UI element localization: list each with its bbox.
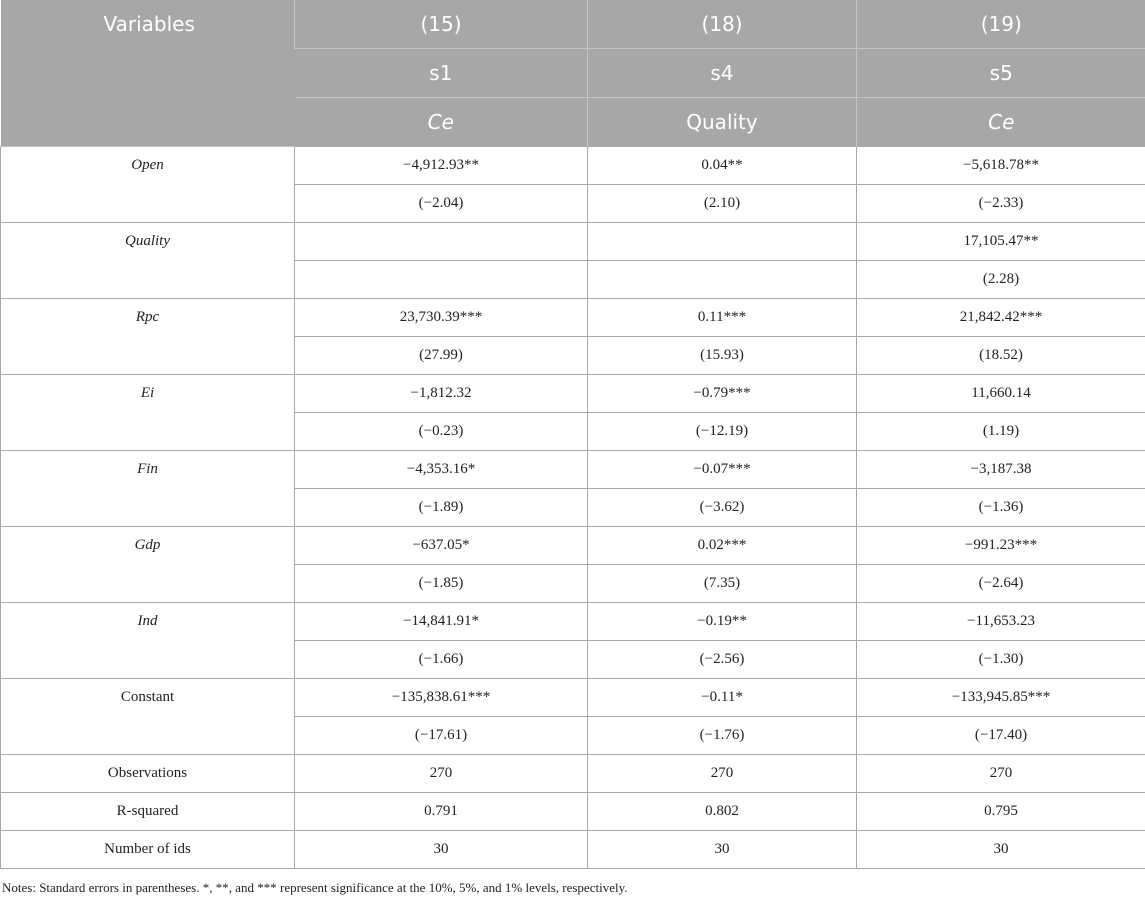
coef-cell: 21,842.42*** — [857, 299, 1145, 337]
variable-name: Rpc — [1, 299, 295, 375]
se-cell: (−1.85) — [295, 565, 588, 603]
coef-cell: −5,618.78** — [857, 147, 1145, 185]
coef-cell: −135,838.61*** — [295, 679, 588, 717]
stat-value: 0.795 — [857, 793, 1145, 831]
se-cell: (−2.56) — [588, 641, 857, 679]
stat-value: 270 — [857, 755, 1145, 793]
coef-cell: −3,187.38 — [857, 451, 1145, 489]
variable-name: Ei — [1, 375, 295, 451]
se-cell: (27.99) — [295, 337, 588, 375]
sample-s4-header: s4 — [588, 49, 857, 98]
coef-cell: −133,945.85*** — [857, 679, 1145, 717]
se-cell: (−1.76) — [588, 717, 857, 755]
table-row — [1, 451, 1145, 489]
coef-cell: −4,353.16* — [295, 451, 588, 489]
coef-cell: 17,105.47** — [857, 223, 1145, 261]
table-row — [1, 223, 1145, 261]
coef-cell: −991.23*** — [857, 527, 1145, 565]
stat-label: R-squared — [1, 793, 295, 831]
sample-s1-header: s1 — [295, 49, 588, 98]
coef-cell: −637.05* — [295, 527, 588, 565]
coef-cell: 0.04** — [588, 147, 857, 185]
dep-var-ce-header: Ce — [295, 98, 588, 147]
table-row — [1, 679, 1145, 717]
stat-value: 0.802 — [588, 793, 857, 831]
se-cell: (−1.30) — [857, 641, 1145, 679]
coef-cell — [295, 223, 588, 261]
variable-name: Gdp — [1, 527, 295, 603]
coef-cell: 11,660.14 — [857, 375, 1145, 413]
coef-cell: −11,653.23 — [857, 603, 1145, 641]
table-row — [1, 375, 1145, 413]
table-row — [1, 147, 1145, 185]
dep-var-ce-header-2: Ce — [857, 98, 1145, 147]
table-row — [1, 527, 1145, 565]
model-18-header: (18) — [588, 0, 857, 49]
se-cell: (−1.66) — [295, 641, 588, 679]
se-cell: (−0.23) — [295, 413, 588, 451]
se-cell: (15.93) — [588, 337, 857, 375]
table-body — [1, 147, 1145, 869]
stat-label: Number of ids — [1, 831, 295, 869]
se-cell: (−17.40) — [857, 717, 1145, 755]
variable-name: Quality — [1, 223, 295, 299]
stat-value: 30 — [295, 831, 588, 869]
stat-value: 270 — [588, 755, 857, 793]
coef-cell: 23,730.39*** — [295, 299, 588, 337]
variable-name: Constant — [1, 679, 295, 755]
header-row-model-numbers — [1, 0, 1145, 49]
stats-row — [1, 755, 1145, 793]
dep-var-quality-header: Quality — [588, 98, 857, 147]
table-row — [1, 299, 1145, 337]
stat-value: 30 — [857, 831, 1145, 869]
coef-cell: 0.11*** — [588, 299, 857, 337]
se-cell: (2.10) — [588, 185, 857, 223]
se-cell: (2.28) — [857, 261, 1145, 299]
se-cell: (−17.61) — [295, 717, 588, 755]
coef-cell — [588, 223, 857, 261]
stat-value: 270 — [295, 755, 588, 793]
se-cell: (−1.36) — [857, 489, 1145, 527]
se-cell: (7.35) — [588, 565, 857, 603]
se-cell: (−2.04) — [295, 185, 588, 223]
coef-cell: 0.02*** — [588, 527, 857, 565]
coef-cell: −4,912.93** — [295, 147, 588, 185]
se-cell: (−1.89) — [295, 489, 588, 527]
stat-value: 0.791 — [295, 793, 588, 831]
stat-label: Observations — [1, 755, 295, 793]
se-cell — [295, 261, 588, 299]
variables-header: Variables — [1, 0, 295, 147]
coef-cell: −14,841.91* — [295, 603, 588, 641]
se-cell — [588, 261, 857, 299]
variable-name: Ind — [1, 603, 295, 679]
model-15-header: (15) — [295, 0, 588, 49]
se-cell: (−12.19) — [588, 413, 857, 451]
coef-cell: −0.19** — [588, 603, 857, 641]
se-cell: (−2.33) — [857, 185, 1145, 223]
variable-name: Open — [1, 147, 295, 223]
table-row — [1, 603, 1145, 641]
se-cell: (18.52) — [857, 337, 1145, 375]
sample-s5-header: s5 — [857, 49, 1145, 98]
se-cell: (1.19) — [857, 413, 1145, 451]
variable-name: Fin — [1, 451, 295, 527]
stats-row — [1, 793, 1145, 831]
stats-row — [1, 831, 1145, 869]
coef-cell: −0.79*** — [588, 375, 857, 413]
se-cell: (−3.62) — [588, 489, 857, 527]
se-cell: (−2.64) — [857, 565, 1145, 603]
coef-cell: −0.07*** — [588, 451, 857, 489]
table-header — [1, 0, 1145, 147]
model-19-header: (19) — [857, 0, 1145, 49]
coef-cell: −0.11* — [588, 679, 857, 717]
table-notes: Notes: Standard errors in parentheses. *, **, and *** represent significance at the 10%, 5%, and 1% levels, respectively. — [2, 880, 628, 895]
coef-cell: −1,812.32 — [295, 375, 588, 413]
stat-value: 30 — [588, 831, 857, 869]
